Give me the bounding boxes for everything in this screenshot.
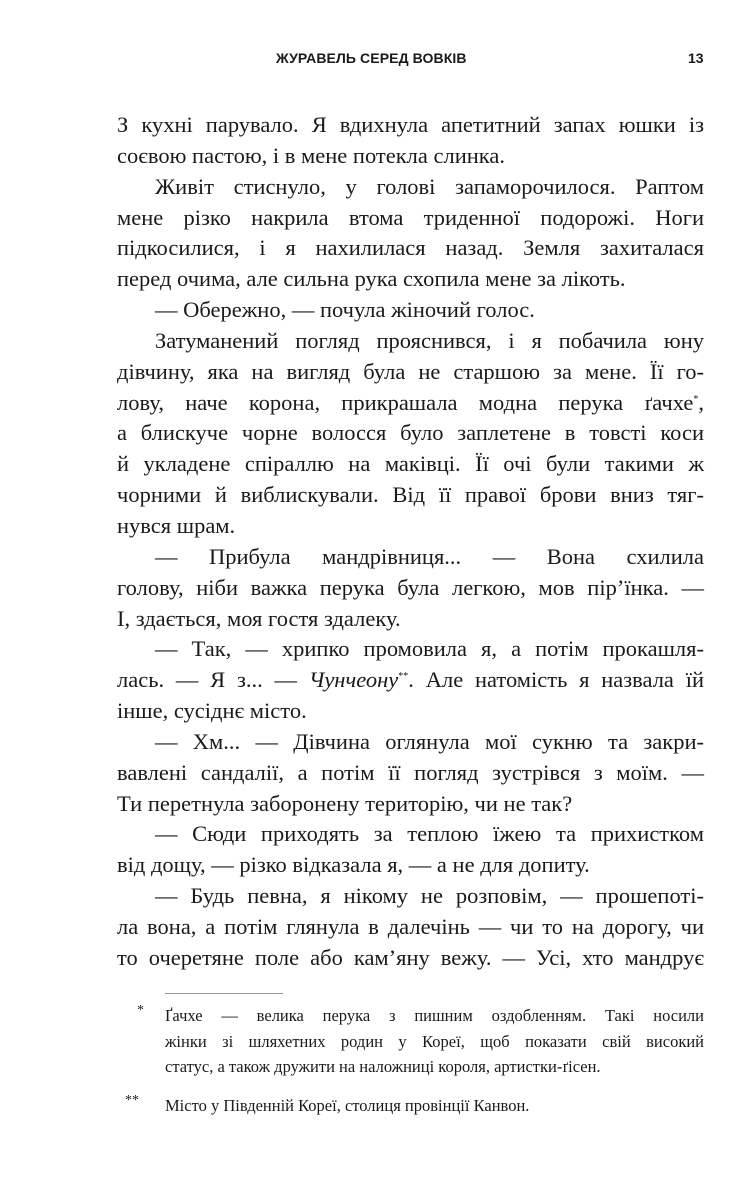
footnote-ref[interactable]: *	[693, 393, 699, 405]
text-line: І, здається, моя гостя здалеку.	[117, 605, 401, 631]
text-line: вавлені сандалії, а потім її погляд зустрівся з моїм. —	[117, 759, 704, 785]
footnotes	[117, 1003, 704, 1118]
text-line: — Сюди приходять за теплою їжею та прихистком	[155, 821, 704, 847]
text-line	[117, 665, 704, 696]
text-line: — Так, — хрипко промовила я, а потім прокашля-	[155, 636, 704, 662]
text-line: Живіт стиснуло, у голові запаморочилося. Раптом	[155, 173, 704, 199]
text-line: — Хм... — Дівчина оглянула мої сукню та закри-	[155, 728, 704, 754]
body-text	[117, 110, 704, 974]
text-line: — Обережно, — почула жіночий голос.	[155, 297, 535, 323]
footnote-marker: *	[137, 1003, 144, 1018]
text-line: соєвою пастою, і в мене потекла слинка.	[117, 142, 505, 168]
footnote-divider	[165, 993, 283, 994]
text-line: Ти перетнула заборонену територію, чи не так?	[117, 790, 573, 816]
page-number: 13	[688, 50, 704, 66]
footnote	[117, 1003, 704, 1080]
italic-place-name: Чунчеону	[308, 667, 399, 693]
footnote-marker: **	[125, 1092, 139, 1108]
running-header	[0, 50, 756, 70]
text-line: й укладене спіраллю на маківці. Її очі були такими ж	[117, 451, 704, 477]
text-line: мене різко накрила втома триденної подорожі. Ноги	[117, 204, 704, 230]
text-line: — Будь певна, я нікому не розповім, — прошепоті-	[155, 883, 704, 909]
text-segment: лась. — Я з... —	[117, 667, 309, 693]
text-line: голову, ніби важка перука була легкою, мов пір’їнка. —	[117, 574, 704, 600]
running-title: ЖУРАВЕЛЬ СЕРЕД ВОВКІВ	[276, 50, 467, 66]
footnote-line: жінки зі шляхетних родин у Кореї, щоб показати свій високий	[165, 1031, 704, 1051]
text-line: від дощу, — різко відказала я, — а не для допиту.	[117, 852, 590, 878]
footnote-line: статус, а також дружити на наложниці короля, артистки-ґісен.	[165, 1057, 601, 1076]
text-line: ла вона, а потім глянула в далечінь — чи то на дорогу, чи	[117, 913, 704, 939]
text-line: чорними й виблискували. Від її правої брови вниз тяг-	[117, 482, 704, 508]
text-line: перед очима, але сильна рука схопила мене за лікоть.	[117, 266, 626, 292]
text-line: інше, сусіднє місто.	[117, 698, 307, 724]
text-line: нувся шрам.	[117, 512, 236, 538]
text-line: дівчину, яка на вигляд була не старшою за мене. Її го-	[117, 358, 704, 384]
footnote-line: Місто у Південній Кореї, столиця провінції Канвон.	[165, 1095, 530, 1115]
text-line: — Прибула мандрівниця... — Вона схилила	[155, 543, 704, 569]
text-line	[117, 388, 704, 419]
footnote-ref[interactable]: **	[398, 671, 409, 683]
text-line: підкосилися, і я нахилилася назад. Земля захиталася	[117, 235, 704, 261]
text-line: то очеретяне поле або кам’яну вежу. — Усі, хто мандрує	[117, 944, 704, 970]
footnote-line: Ґачхе — велика перука з пишним оздобленням. Такі носили	[165, 1006, 704, 1025]
text-segment: . Але натомість я назвала їй	[408, 667, 704, 693]
text-line: а блискуче чорне волосся було заплетене в товсті коси	[117, 420, 704, 446]
text-line: Затуманений погляд прояснився, і я побачила юну	[155, 327, 704, 353]
text-segment: лову, наче корона, прикрашала модна перука ґачхе	[117, 389, 694, 415]
text-segment: ,	[698, 389, 704, 415]
text-line: З кухні парувало. Я вдихнула апетитний запах юшки із	[117, 112, 704, 137]
footnote	[117, 1093, 704, 1119]
